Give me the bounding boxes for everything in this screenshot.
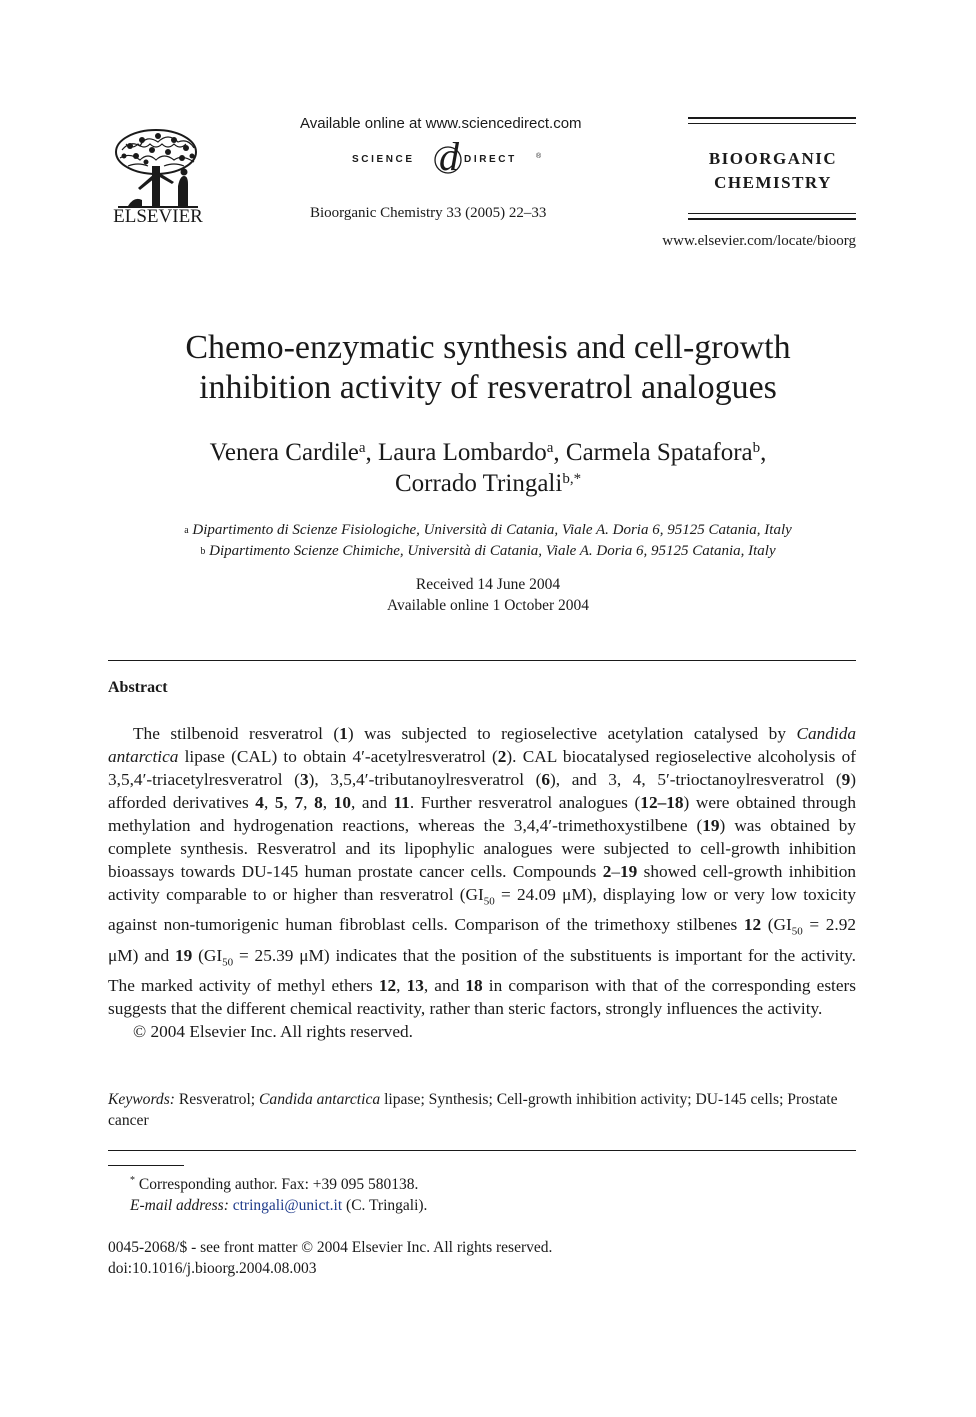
available-date: Available online 1 October 2004	[386, 597, 589, 614]
affiliation-text: Dipartimento Scienze Chimiche, Università di Catania, Viale A. Doria 6, 95125 Catania, Italy	[209, 543, 776, 559]
received-date: Received 14 June 2004	[415, 576, 561, 593]
affiliation-mark: a	[184, 525, 189, 536]
author-name: Corrado Tringali	[394, 470, 563, 497]
affiliation-mark: b	[200, 546, 206, 557]
corresponding-author: Corresponding author. Fax: +39 095 580138.	[138, 1176, 419, 1194]
svg-text:d: d	[439, 138, 459, 178]
publisher-name: ELSEVIER	[113, 206, 203, 227]
email-label: E-mail address:	[130, 1197, 229, 1215]
author-name: Laura Lombardo	[378, 439, 547, 466]
divider-top	[108, 660, 856, 661]
email-link[interactable]: ctringali@unict.it	[232, 1197, 343, 1215]
abstract-body	[108, 722, 856, 1043]
divider-bottom	[108, 1150, 856, 1151]
available-online-text: Available online at www.sciencedirect.com	[300, 115, 582, 132]
doi-line: doi:10.1016/j.bioorg.2004.08.003	[108, 1260, 317, 1277]
keywords: Keywords: Resveratrol; Candida antarctica lipase; Synthesis; Cell-growth inhibition activity; DU-145 cells; Prostate cancer	[108, 1091, 838, 1129]
journal-name-line1: BIOORGANIC	[708, 149, 838, 168]
journal-rule-bottom	[688, 218, 856, 220]
front-matter	[108, 1237, 552, 1279]
affiliations	[0, 520, 976, 562]
sciencedirect-right: DIRECT	[464, 154, 517, 165]
article-title-line2: inhibition activity of resveratrol analogues	[199, 369, 777, 406]
affiliation-a	[0, 520, 976, 541]
author-name: Venera Cardile	[209, 439, 359, 466]
author-affiliation-mark: a	[358, 440, 366, 456]
journal-name	[690, 147, 856, 195]
author-affiliation-mark: a	[546, 440, 554, 456]
article-title	[0, 328, 976, 408]
journal-name-line2: CHEMISTRY	[714, 173, 832, 192]
abstract-copyright: © 2004 Elsevier Inc. All rights reserved.	[133, 1022, 413, 1042]
affiliation-text: Dipartimento di Scienze Fisiologiche, Università di Catania, Viale A. Doria 6, 95125 Catania, Italy	[192, 522, 792, 538]
author-affiliation-mark: b,*	[562, 471, 582, 487]
author-name: Carmela Spatafora	[565, 439, 753, 466]
sciencedirect-logo	[352, 138, 552, 178]
footnote-rule	[108, 1165, 184, 1166]
keywords-label: Keywords:	[108, 1091, 175, 1108]
sciencedirect-left: SCIENCE	[352, 154, 415, 165]
journal-rule-top-thin	[688, 123, 856, 124]
article-dates	[0, 574, 976, 616]
affiliation-b	[0, 541, 976, 562]
journal-url[interactable]: www.elsevier.com/locate/bioorg	[662, 233, 856, 249]
svg-text:®: ®	[536, 153, 542, 160]
article-title-line1: Chemo-enzymatic synthesis and cell-growth	[185, 329, 791, 366]
issn-line: 0045-2068/$ - see front matter © 2004 Elsevier Inc. All rights reserved.	[108, 1239, 553, 1256]
footnote-mark: *	[130, 1175, 135, 1186]
footnote: * Corresponding author. Fax: +39 095 580138. E-mail address: ctringali@unict.it (C. Tringali).	[130, 1175, 428, 1215]
journal-rule-top	[688, 117, 856, 119]
abstract-heading: Abstract	[108, 679, 168, 696]
journal-rule-bottom-thin	[688, 213, 856, 214]
author-affiliation-mark: b	[752, 440, 761, 456]
author-list: Venera Cardile$^a$, Laura Lombardo$^a$, Carmela Spatafora$^b$, Corrado Tringali$^{b,*}$	[209, 439, 767, 497]
abstract-paragraph: The stilbenoid resveratrol (1) was subjected to regioselective acetylation catalysed by Candida antarctica lipase (CAL) to obtain 4′-acetylresveratrol (2). CAL biocatalysed regioselective alcoholysis of 3,5,4′-triacetylresveratrol (3), 3,5,4′-tributanoylresveratrol (6), and 3, 4, 5′-trioctanoylresveratrol (9) afforded derivatives 4, 5, 7, 8, 10, and 11. Further resveratrol analogues (12–18) were obtained through methylation and hydrogenation reactions, whereas the 3,4,4′-trimethoxystilbene (19) was obtained by complete synthesis. Resveratrol and its lipophylic analogues were subjected to cell-growth inhibition bioassays towards DU-145 human prostate cancer cells. Compounds 2–19 showed cell-growth inhibition activity comparable to or higher than resveratrol ($GI_{50} = 24.09$ μM), displaying low or very low toxicity against non-tumorigenic human fibroblast cells. Comparison of the trimethoxy stilbenes 12 ($GI_{50} = 2.92$ μM) and 19 ($GI_{50} = 25.39$ μM) indicates that the position of the substituents is important for the activity. The marked activity of methyl ethers 12, 13, and 18 in comparison with that of the corresponding esters suggests that the different chemical reactivity, rather than steric factors, strongly influences the activity.	[108, 724, 856, 1019]
journal-reference: Bioorganic Chemistry 33 (2005) 22–33	[310, 205, 547, 221]
